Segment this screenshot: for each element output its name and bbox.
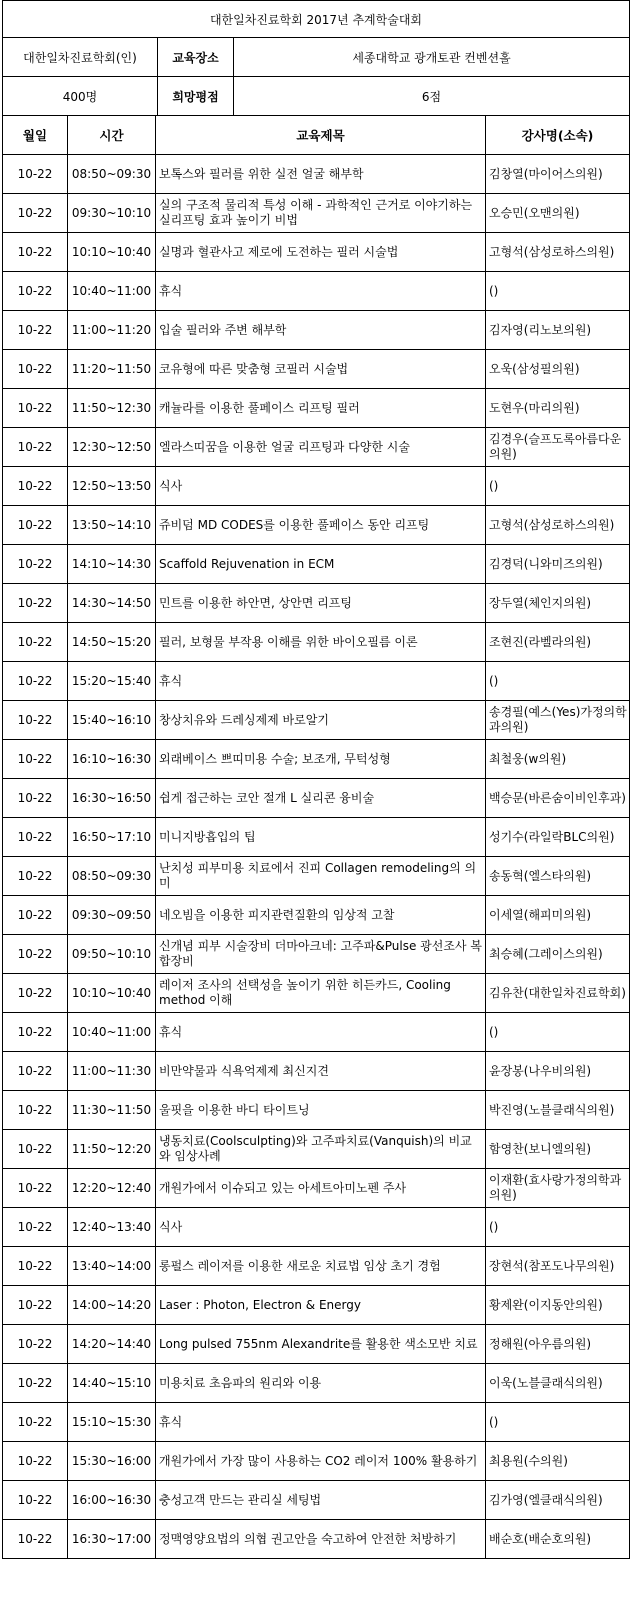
session-time: 16:30~17:00 xyxy=(68,1520,156,1559)
table-row xyxy=(3,974,630,1013)
session-time: 14:50~15:20 xyxy=(68,623,156,662)
session-date: 10-22 xyxy=(3,1520,68,1559)
session-speaker: 오승민(오맨의원) xyxy=(486,194,630,233)
table-row xyxy=(3,1442,630,1481)
session-time: 15:20~15:40 xyxy=(68,662,156,701)
session-date: 10-22 xyxy=(3,272,68,311)
session-title: 필러, 보형물 부작용 이해를 위한 바이오필름 이론 xyxy=(156,623,486,662)
session-title: 휴식 xyxy=(156,1013,486,1052)
session-speaker: 김자영(리노보의원) xyxy=(486,311,630,350)
table-row xyxy=(3,779,630,818)
session-speaker: 송동혁(엘스타의원) xyxy=(486,857,630,896)
session-date: 10-22 xyxy=(3,1013,68,1052)
session-date: 10-22 xyxy=(3,974,68,1013)
session-speaker: () xyxy=(486,1013,630,1052)
table-row xyxy=(3,1520,630,1559)
session-title: 실의 구조적 물리적 특성 이해 - 과학적인 근거로 이야기하는 실리프팅 효과 높이기 비법 xyxy=(156,194,486,233)
session-date: 10-22 xyxy=(3,545,68,584)
table-row xyxy=(3,155,630,194)
session-title: 네오빔을 이용한 피지관련질환의 임상적 고찰 xyxy=(156,896,486,935)
session-date: 10-22 xyxy=(3,389,68,428)
session-speaker: () xyxy=(486,1208,630,1247)
session-title: 쥬비덤 MD CODES를 이용한 풀페이스 동안 리프팅 xyxy=(156,506,486,545)
session-speaker: 배순호(배순호의원) xyxy=(486,1520,630,1559)
session-speaker: 장현석(참포도나무의원) xyxy=(486,1247,630,1286)
session-speaker: 황제완(이지동안의원) xyxy=(486,1286,630,1325)
credit-label: 희망평점 xyxy=(158,77,234,116)
organizer: 대한일차진료학회(인) xyxy=(3,38,158,77)
session-time: 09:30~09:50 xyxy=(68,896,156,935)
session-time: 14:30~14:50 xyxy=(68,584,156,623)
session-date: 10-22 xyxy=(3,584,68,623)
session-title: 개원가에서 가장 많이 사용하는 CO2 레이저 100% 활용하기 xyxy=(156,1442,486,1481)
session-title: 보톡스와 필러를 위한 실전 얼굴 해부학 xyxy=(156,155,486,194)
table-row xyxy=(3,1403,630,1442)
session-title: Long pulsed 755nm Alexandrite를 활용한 색소모반 치료 xyxy=(156,1325,486,1364)
session-title: 냉동치료(Coolsculpting)와 고주파치료(Vanquish)의 비교와 임상사례 xyxy=(156,1130,486,1169)
session-time: 11:00~11:30 xyxy=(68,1052,156,1091)
table-row xyxy=(3,623,630,662)
table-row xyxy=(3,311,630,350)
session-time: 13:50~14:10 xyxy=(68,506,156,545)
session-speaker: 이욱(노블클래식의원) xyxy=(486,1364,630,1403)
event-info-table xyxy=(2,0,630,116)
session-title: 창상치유와 드레싱제제 바로알기 xyxy=(156,701,486,740)
session-date: 10-22 xyxy=(3,1052,68,1091)
schedule-header-row xyxy=(3,116,630,155)
session-date: 10-22 xyxy=(3,1325,68,1364)
session-speaker: () xyxy=(486,662,630,701)
session-date: 10-22 xyxy=(3,1481,68,1520)
session-title: 쉽게 접근하는 코안 절개 L 실리콘 융비술 xyxy=(156,779,486,818)
table-row xyxy=(3,740,630,779)
session-time: 16:30~16:50 xyxy=(68,779,156,818)
table-row xyxy=(3,1481,630,1520)
session-time: 14:10~14:30 xyxy=(68,545,156,584)
session-time: 11:50~12:20 xyxy=(68,1130,156,1169)
session-title: 미용치료 초음파의 원리와 이용 xyxy=(156,1364,486,1403)
session-time: 12:40~13:40 xyxy=(68,1208,156,1247)
session-date: 10-22 xyxy=(3,740,68,779)
session-date: 10-22 xyxy=(3,155,68,194)
session-speaker: 성기수(라일락BLC의원) xyxy=(486,818,630,857)
session-date: 10-22 xyxy=(3,350,68,389)
table-row xyxy=(3,935,630,974)
session-date: 10-22 xyxy=(3,428,68,467)
table-row xyxy=(3,194,630,233)
session-title: 휴식 xyxy=(156,662,486,701)
session-speaker: () xyxy=(486,467,630,506)
session-speaker: 김경덕(니와미즈의원) xyxy=(486,545,630,584)
session-date: 10-22 xyxy=(3,1130,68,1169)
session-time: 09:30~10:10 xyxy=(68,194,156,233)
table-row xyxy=(3,545,630,584)
session-time: 10:40~11:00 xyxy=(68,272,156,311)
session-speaker: 고형석(삼성로하스의원) xyxy=(486,506,630,545)
session-time: 14:00~14:20 xyxy=(68,1286,156,1325)
session-title: 레이저 조사의 선택성을 높이기 위한 히든카드, Cooling method 이해 xyxy=(156,974,486,1013)
session-date: 10-22 xyxy=(3,506,68,545)
session-title: 입술 필러와 주변 해부학 xyxy=(156,311,486,350)
session-title: 난치성 피부미용 치료에서 진피 Collagen remodeling의 의미 xyxy=(156,857,486,896)
session-speaker: 조현진(라벨라의원) xyxy=(486,623,630,662)
session-title: 휴식 xyxy=(156,272,486,311)
session-time: 09:50~10:10 xyxy=(68,935,156,974)
capacity: 400명 xyxy=(3,77,158,116)
table-row xyxy=(3,1364,630,1403)
session-time: 15:30~16:00 xyxy=(68,1442,156,1481)
session-time: 14:20~14:40 xyxy=(68,1325,156,1364)
session-time: 15:10~15:30 xyxy=(68,1403,156,1442)
table-row xyxy=(3,506,630,545)
session-time: 14:40~15:10 xyxy=(68,1364,156,1403)
session-speaker: 오욱(삼성필의원) xyxy=(486,350,630,389)
session-date: 10-22 xyxy=(3,1091,68,1130)
session-date: 10-22 xyxy=(3,1403,68,1442)
table-row xyxy=(3,389,630,428)
schedule-table xyxy=(2,115,630,1559)
session-speaker: 김창열(마이어스의원) xyxy=(486,155,630,194)
session-date: 10-22 xyxy=(3,662,68,701)
session-title: 비만약물과 식욕억제제 최신지견 xyxy=(156,1052,486,1091)
session-date: 10-22 xyxy=(3,1364,68,1403)
session-time: 10:10~10:40 xyxy=(68,233,156,272)
session-time: 12:50~13:50 xyxy=(68,467,156,506)
session-time: 10:10~10:40 xyxy=(68,974,156,1013)
session-title: 신개념 피부 시술장비 더마아크네: 고주파&Pulse 광선조사 복합장비 xyxy=(156,935,486,974)
session-date: 10-22 xyxy=(3,623,68,662)
session-date: 10-22 xyxy=(3,1208,68,1247)
schedule-body xyxy=(3,155,630,1559)
table-row xyxy=(3,233,630,272)
session-title: 충성고객 만드는 관리실 세팅법 xyxy=(156,1481,486,1520)
column-header-time: 시간 xyxy=(68,116,156,155)
session-title: 롱펄스 레이저를 이용한 새로운 치료법 임상 초기 경험 xyxy=(156,1247,486,1286)
session-time: 16:00~16:30 xyxy=(68,1481,156,1520)
session-speaker: 도현우(마리의원) xyxy=(486,389,630,428)
session-date: 10-22 xyxy=(3,194,68,233)
event-title: 대한일차진료학회 2017년 추계학술대회 xyxy=(3,1,630,38)
session-speaker: 최철웅(w의원) xyxy=(486,740,630,779)
session-time: 12:30~12:50 xyxy=(68,428,156,467)
session-date: 10-22 xyxy=(3,896,68,935)
session-title: 실명과 혈관사고 제로에 도전하는 필러 시술법 xyxy=(156,233,486,272)
session-date: 10-22 xyxy=(3,857,68,896)
session-title: 민트를 이용한 하안면, 상안면 리프팅 xyxy=(156,584,486,623)
session-speaker: 김가영(엘클래식의원) xyxy=(486,1481,630,1520)
session-time: 16:10~16:30 xyxy=(68,740,156,779)
session-speaker: 최용원(수의원) xyxy=(486,1442,630,1481)
session-date: 10-22 xyxy=(3,701,68,740)
session-speaker: 백승문(바른숨이비인후과) xyxy=(486,779,630,818)
table-row xyxy=(3,1169,630,1208)
session-date: 10-22 xyxy=(3,935,68,974)
table-row xyxy=(3,350,630,389)
session-title: Scaffold Rejuvenation in ECM xyxy=(156,545,486,584)
table-row xyxy=(3,1325,630,1364)
column-header-date: 월일 xyxy=(3,116,68,155)
table-row xyxy=(3,584,630,623)
table-row xyxy=(3,272,630,311)
session-time: 16:50~17:10 xyxy=(68,818,156,857)
session-speaker: () xyxy=(486,1403,630,1442)
session-title: 울핏을 이용한 바디 타이트닝 xyxy=(156,1091,486,1130)
session-date: 10-22 xyxy=(3,1247,68,1286)
session-speaker: 김경우(슬프도록아름다운의원) xyxy=(486,428,630,467)
credit: 6점 xyxy=(234,77,630,116)
session-time: 11:30~11:50 xyxy=(68,1091,156,1130)
column-header-speaker: 강사명(소속) xyxy=(486,116,630,155)
session-speaker: 장두열(체인지의원) xyxy=(486,584,630,623)
table-row xyxy=(3,1091,630,1130)
session-time: 10:40~11:00 xyxy=(68,1013,156,1052)
session-speaker: 김유찬(대한일차진료학회) xyxy=(486,974,630,1013)
session-speaker: 고형석(삼성로하스의원) xyxy=(486,233,630,272)
session-speaker: 송경필(예스(Yes)가정의학과의원) xyxy=(486,701,630,740)
table-row xyxy=(3,1130,630,1169)
session-speaker: () xyxy=(486,272,630,311)
session-title: 정맥영양요법의 의협 권고안을 숙고하여 안전한 처방하기 xyxy=(156,1520,486,1559)
session-speaker: 정해원(아우름의원) xyxy=(486,1325,630,1364)
table-row xyxy=(3,1247,630,1286)
session-time: 15:40~16:10 xyxy=(68,701,156,740)
session-time: 08:50~09:30 xyxy=(68,857,156,896)
session-speaker: 박진영(노블클래식의원) xyxy=(486,1091,630,1130)
session-date: 10-22 xyxy=(3,311,68,350)
table-row xyxy=(3,1286,630,1325)
session-time: 08:50~09:30 xyxy=(68,155,156,194)
session-time: 11:20~11:50 xyxy=(68,350,156,389)
session-title: 외래베이스 쁘띠미용 수술; 보조개, 무턱성형 xyxy=(156,740,486,779)
session-speaker: 최승혜(그레이스의원) xyxy=(486,935,630,974)
session-date: 10-22 xyxy=(3,779,68,818)
session-title: 휴식 xyxy=(156,1403,486,1442)
session-time: 11:50~12:30 xyxy=(68,389,156,428)
session-title: 미니지방흡입의 팁 xyxy=(156,818,486,857)
venue: 세종대학교 광개토관 컨벤션홀 xyxy=(234,38,630,77)
table-row xyxy=(3,1013,630,1052)
session-title: 엘라스띠꿈을 이용한 얼굴 리프팅과 다양한 시술 xyxy=(156,428,486,467)
column-header-title: 교육제목 xyxy=(156,116,486,155)
session-title: 캐뉼라를 이용한 풀페이스 리프팅 필러 xyxy=(156,389,486,428)
session-date: 10-22 xyxy=(3,233,68,272)
session-title: 식사 xyxy=(156,467,486,506)
session-speaker: 함영찬(보니엘의원) xyxy=(486,1130,630,1169)
table-row xyxy=(3,701,630,740)
session-title: Laser : Photon, Electron & Energy xyxy=(156,1286,486,1325)
session-title: 식사 xyxy=(156,1208,486,1247)
table-row xyxy=(3,896,630,935)
session-time: 13:40~14:00 xyxy=(68,1247,156,1286)
table-row xyxy=(3,1052,630,1091)
session-speaker: 이세열(해피미의원) xyxy=(486,896,630,935)
session-title: 개원가에서 이슈되고 있는 아세트아미노펜 주사 xyxy=(156,1169,486,1208)
table-row xyxy=(3,467,630,506)
session-time: 12:20~12:40 xyxy=(68,1169,156,1208)
table-row xyxy=(3,428,630,467)
session-date: 10-22 xyxy=(3,818,68,857)
venue-label: 교육장소 xyxy=(158,38,234,77)
table-row xyxy=(3,662,630,701)
session-date: 10-22 xyxy=(3,467,68,506)
session-date: 10-22 xyxy=(3,1169,68,1208)
session-date: 10-22 xyxy=(3,1442,68,1481)
session-speaker: 윤장봉(나우비의원) xyxy=(486,1052,630,1091)
session-time: 11:00~11:20 xyxy=(68,311,156,350)
session-speaker: 이재환(효사랑가정의학과의원) xyxy=(486,1169,630,1208)
session-title: 코유형에 따른 맞춤형 코필러 시술법 xyxy=(156,350,486,389)
table-row xyxy=(3,818,630,857)
table-row xyxy=(3,1208,630,1247)
table-row xyxy=(3,857,630,896)
session-date: 10-22 xyxy=(3,1286,68,1325)
